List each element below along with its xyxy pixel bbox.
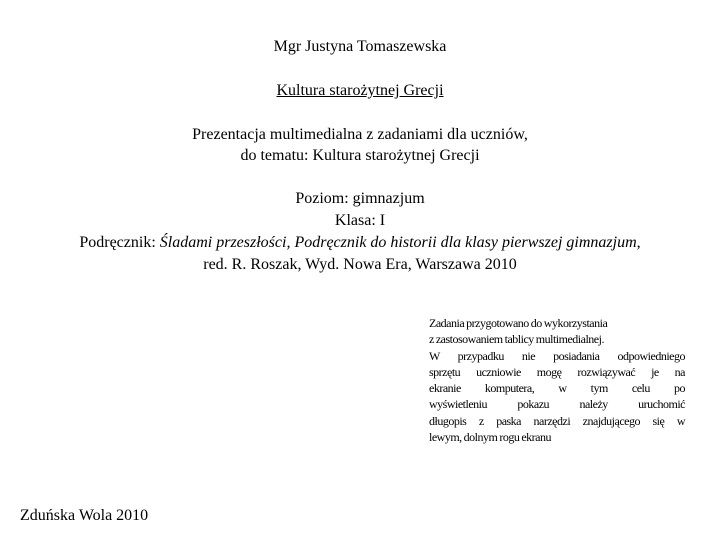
textbook-suffix: , <box>636 234 641 251</box>
note-line: lewym, dolnym rogu ekranu <box>429 430 551 445</box>
class-level: Klasa: I <box>334 212 386 229</box>
textbook-label: Podręcznik: <box>79 234 160 251</box>
description-line-2: do tematu: Kultura starożytnej Grecji <box>240 147 480 164</box>
usage-note <box>429 315 685 445</box>
note-line: Zadania przygotowano do wykorzystania <box>429 316 608 330</box>
author-name: Mgr Justyna Tomaszewska <box>273 38 447 55</box>
note-line: wyświetleniu pokazu należy uruchomić <box>429 397 685 412</box>
school-level: Poziom: gimnazjum <box>295 190 425 207</box>
description-line-1: Prezentacja multimedialna z zadaniami dla uczniów, <box>192 126 528 143</box>
textbook-title: Śladami przeszłości, Podręcznik do historii dla klasy pierwszej gimnazjum <box>159 234 637 251</box>
note-line: ekranie komputera, w tym celu po <box>429 381 685 396</box>
note-line: W przypadku nie posiadania odpowiedniego <box>429 348 685 363</box>
note-line: długopis z paska narzędzi znajdującego się w <box>429 413 685 428</box>
note-line: sprzętu uczniowie mogę rozwiązywać je na <box>429 364 685 379</box>
textbook-info <box>0 233 720 253</box>
presentation-title: Kultura starożytnej Grecji <box>276 82 444 99</box>
textbook-editor: red. R. Roszak, Wyd. Nowa Era, Warszawa 2010 <box>203 256 517 273</box>
note-line: z zastosowaniem tablicy multimedialnej. <box>429 332 604 347</box>
place-and-year: Zduńska Wola 2010 <box>20 507 149 524</box>
